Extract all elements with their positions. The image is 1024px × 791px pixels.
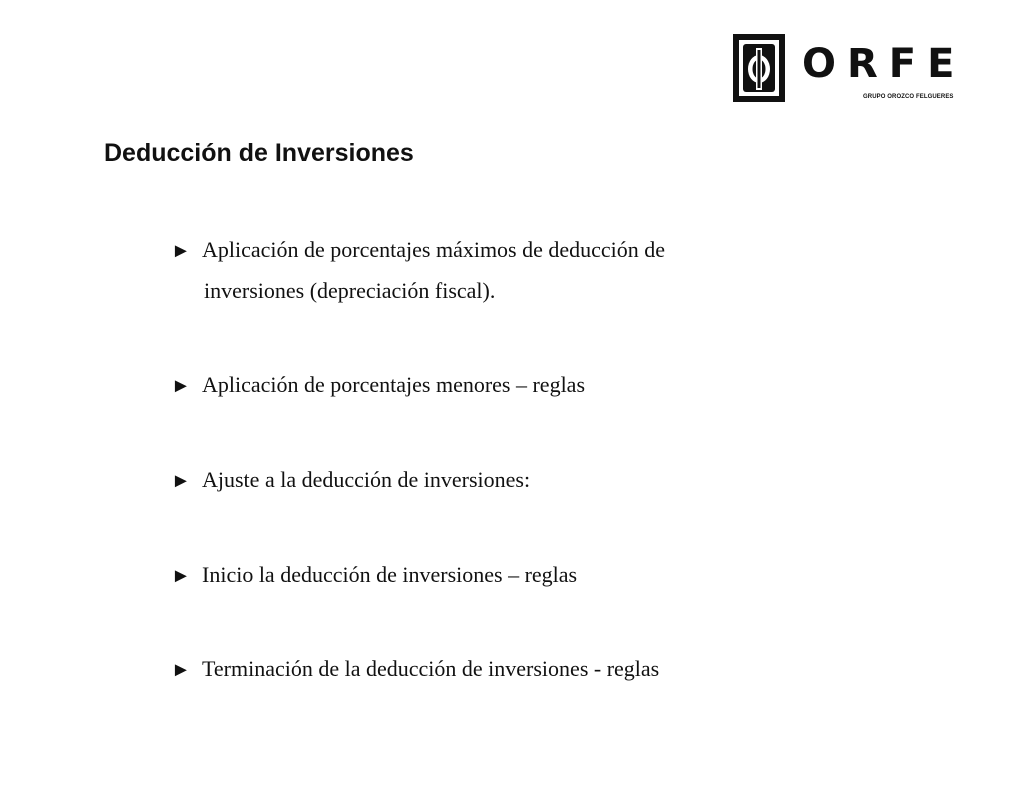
bullet-marker-icon: ►: [171, 240, 191, 262]
bullet-text: Inicio la deducción de inversiones – reglas: [202, 562, 578, 587]
orfe-logo: [733, 34, 966, 104]
logo-wordmark: ORFE: [802, 41, 966, 87]
bullet-marker-icon: ►: [171, 565, 191, 587]
list-item: [171, 230, 811, 310]
bullet-marker-icon: ►: [171, 470, 191, 492]
list-item: [171, 365, 811, 406]
bullet-marker-icon: ►: [171, 659, 191, 681]
bullet-text-continuation: inversiones (depreciación fiscal).: [204, 278, 496, 303]
list-item: [171, 555, 811, 596]
bullet-text: Ajuste a la deducción de inversiones:: [202, 467, 531, 492]
bullet-text: Aplicación de porcentajes máximos de deducción de: [202, 237, 666, 262]
bullet-text: Aplicación de porcentajes menores – reglas: [202, 372, 586, 397]
list-item: [171, 460, 811, 501]
bullet-text: Terminación de la deducción de inversiones - reglas: [202, 656, 660, 681]
bullet-marker-icon: ►: [171, 375, 191, 397]
list-item: [171, 649, 811, 690]
phi-emblem-icon: [733, 34, 785, 102]
logo-subtitle: GRUPO OROZCO FELGUERES: [863, 94, 954, 100]
page-title: Deducción de Inversiones: [104, 139, 414, 167]
